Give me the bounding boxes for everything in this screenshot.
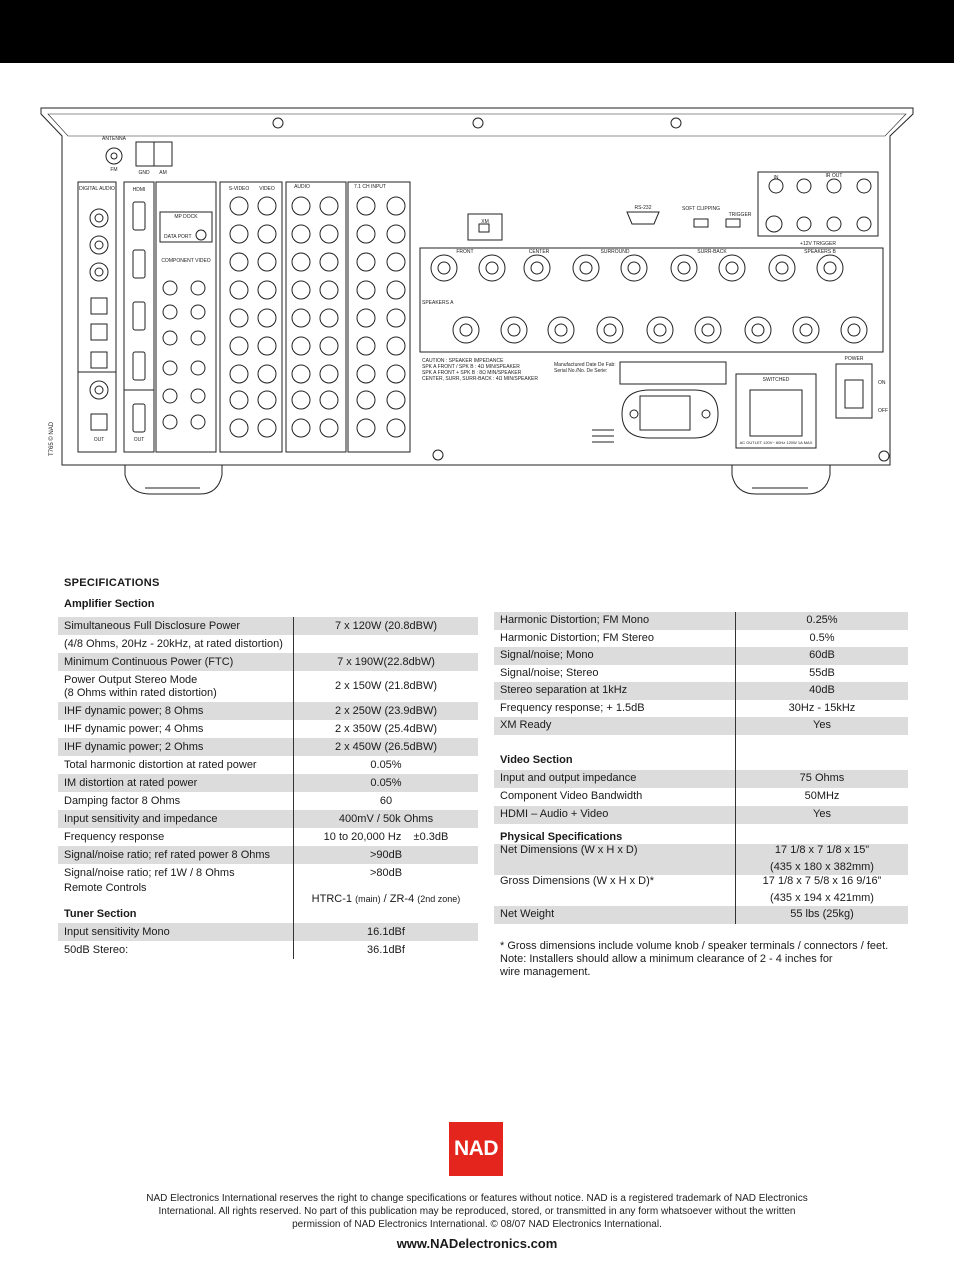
mp-dock-label: MP DOCK: [174, 214, 198, 220]
spec-label: Total harmonic distortion at rated power: [64, 758, 257, 771]
spec-row: [494, 875, 908, 906]
spec-value: 0.05%: [293, 756, 478, 774]
spec-value: 0.5%: [735, 630, 908, 648]
spec-label: Minimum Continuous Power (FTC): [64, 655, 234, 668]
spec-label: (4/8 Ohms, 20Hz - 20kHz, at rated distortion): [64, 637, 283, 650]
spec-label: Signal/noise; Stereo: [500, 666, 599, 679]
speakers-a-label: SPEAKERS A: [422, 300, 454, 306]
spec-value: [293, 635, 478, 653]
spec-row: [58, 738, 478, 756]
remote-controls-row: [58, 882, 478, 906]
tuner-heading-row: [58, 906, 478, 923]
spec-row: [494, 770, 908, 788]
ch-input-label: 7.1 CH INPUT: [354, 184, 386, 190]
spec-label: 50dB Stereo:: [64, 943, 129, 956]
spec-label: Frequency response: [64, 830, 165, 843]
tuner-rows-left: [58, 923, 478, 959]
spec-row: [494, 647, 908, 665]
physical-heading: Physical Specifications: [500, 830, 623, 843]
top-black-band: [0, 0, 954, 63]
spec-row: [58, 828, 478, 846]
spec-row: [494, 612, 908, 630]
spec-value: [735, 875, 908, 906]
side-code: T765 © NAD: [49, 421, 55, 456]
remote-main: HTRC-1: [311, 893, 353, 905]
remote-main-note: (main): [355, 894, 381, 904]
spec-value: 16.1dBf: [293, 923, 478, 941]
video-heading: Video Section: [500, 754, 573, 766]
clearance-note: Note: Installers should allow a minimum clearance of 2 - 4 inches for: [500, 952, 833, 965]
spec-value: 55dB: [735, 665, 908, 683]
caution-line-3: CENTER, SURR, SURR-BACK : 4Ω MIN/SPEAKER: [422, 376, 538, 382]
tuner-rows-right: [494, 612, 908, 735]
data-port-label: DATA PORT: [164, 234, 192, 240]
spec-label-line: (8 Ohms within rated distortion): [64, 686, 217, 699]
caution-label: CAUTION : SPEAKER IMPEDANCE: [422, 358, 504, 364]
hdmi-label: HDMI: [132, 187, 146, 193]
spec-label: Net Weight: [500, 908, 555, 920]
spec-row: [58, 617, 478, 635]
gross-dimensions-note: * Gross dimensions include volume knob / speaker terminals / connectors / feet.: [500, 939, 889, 952]
spec-value: Yes: [735, 806, 908, 824]
website-link[interactable]: www.NADelectronics.com: [396, 1236, 558, 1251]
power-label: POWER: [844, 356, 864, 362]
spec-value: 40dB: [735, 682, 908, 700]
spec-label: Input and output impedance: [500, 772, 637, 784]
spec-label: Signal/noise ratio; ref 1W / 8 Ohms: [64, 866, 235, 879]
remote-zone-note: (2nd zone): [417, 894, 461, 904]
spec-value: [293, 906, 478, 923]
spec-value: 30Hz - 15kHz: [735, 700, 908, 718]
spec-value: 7 x 120W (20.8dBW): [293, 617, 478, 635]
spec-label: IHF dynamic power; 8 Ohms: [64, 704, 204, 717]
spec-left-column: [58, 577, 478, 959]
spec-label: HDMI – Audio + Video: [500, 808, 609, 820]
ir-in-label: IN: [773, 175, 779, 181]
spec-row: [58, 923, 478, 941]
clearance-note-cont: wire management.: [500, 965, 591, 978]
spec-value: 2 x 350W (25.4dBW): [293, 720, 478, 738]
spec-value-line: (435 x 180 x 382mm): [770, 861, 874, 873]
spec-label: Input sensitivity Mono: [64, 925, 170, 938]
digital-out-label: OUT: [93, 437, 105, 443]
spec-row: [58, 702, 478, 720]
spec-row: [58, 635, 478, 653]
caution-line-2: SPK A FRONT + SPK B : 8Ω MIN/SPEAKER: [422, 370, 522, 376]
spec-value: [293, 882, 478, 906]
spec-row: [58, 792, 478, 810]
spec-label: Harmonic Distortion; FM Stereo: [500, 631, 655, 644]
spec-row: [494, 906, 908, 924]
center-label: CENTER: [528, 249, 550, 255]
spec-value: 10 to 20,000 Hz ±0.3dB: [293, 828, 478, 846]
spec-row: [58, 846, 478, 864]
surround-label: SURROUND: [600, 249, 630, 255]
caution-line-1: SPK A FRONT / SPK B : 4Ω MIN/SPEAKER: [422, 364, 520, 370]
footer-disclaimer: [120, 1192, 834, 1231]
spec-label: Net Dimensions (W x H x D): [500, 843, 638, 856]
spec-value: >90dB: [293, 846, 478, 864]
spec-right-column: [494, 612, 908, 979]
antenna-label: ANTENNA: [102, 136, 126, 142]
physical-rows: [494, 844, 908, 924]
spec-label: Harmonic Distortion; FM Mono: [500, 614, 650, 627]
spec-label: Signal/noise; Mono: [500, 649, 594, 662]
spec-label: IHF dynamic power; 4 Ohms: [64, 722, 204, 735]
component-video-label: COMPONENT VIDEO: [161, 258, 211, 264]
spec-row: [58, 720, 478, 738]
spec-label-line: Power Output Stereo Mode: [64, 673, 198, 686]
spec-label: Signal/noise ratio; ref rated power 8 Ohms: [64, 848, 271, 861]
trigger-12v-label: +12V TRIGGER: [800, 241, 836, 247]
spec-row: [58, 653, 478, 671]
specifications-title: SPECIFICATIONS: [64, 577, 160, 589]
rs232-label: RS-232: [634, 205, 652, 211]
spec-value-line: (435 x 194 x 421mm): [770, 892, 874, 904]
front-label: FRONT: [456, 249, 474, 255]
spec-label: Component Video Bandwidth: [500, 790, 643, 802]
footer-line-2: International. All rights reserved. No part of this publication may be reproduced, stored, or transmitted in any form whatsoever without the written: [158, 1206, 796, 1217]
spec-label: [58, 671, 293, 702]
physical-heading-row: [494, 824, 908, 844]
hdmi-out-label: OUT: [133, 437, 145, 443]
spec-row: [58, 941, 478, 959]
remote-separator: /: [380, 893, 390, 905]
spec-value: 2 x 150W (21.8dBW): [293, 671, 478, 702]
switched-label: SWITCHED: [762, 377, 790, 383]
spec-value: 75 Ohms: [735, 770, 908, 788]
spec-value: 7 x 190W(22.8dbW): [293, 653, 478, 671]
trigger-label: TRIGGER: [728, 212, 752, 218]
spec-row: [494, 844, 908, 875]
video-label: VIDEO: [259, 186, 275, 192]
spec-label: Simultaneous Full Disclosure Power: [64, 619, 241, 632]
power-on-label: ON: [878, 380, 886, 386]
spec-row: [58, 774, 478, 792]
spec-value: 2 x 450W (26.5dBW): [293, 738, 478, 756]
svideo-label: S-VIDEO: [228, 186, 250, 192]
spec-label: Gross Dimensions (W x H x D)*: [500, 874, 655, 887]
spec-value: 50MHz: [735, 788, 908, 806]
spec-value: >80dB: [293, 864, 478, 882]
surr-back-label: SURR-BACK: [697, 249, 727, 255]
soft-clipping-label: SOFT CLIPPING: [682, 206, 720, 212]
spec-row: [494, 665, 908, 683]
audio-label: AUDIO: [294, 184, 310, 190]
gnd-label: GND: [138, 170, 150, 176]
spec-label: Input sensitivity and impedance: [64, 812, 218, 825]
xm-label: XM: [481, 219, 489, 225]
fm-label: FM: [110, 167, 118, 173]
spec-row: [494, 788, 908, 806]
spec-label: IM distortion at rated power: [64, 776, 198, 789]
am-label: AM: [159, 170, 167, 176]
spec-value: 36.1dBf: [293, 941, 478, 959]
spec-label: Stereo separation at 1kHz: [500, 684, 628, 697]
power-off-label: OFF: [878, 408, 888, 414]
remote-zone: ZR-4: [389, 893, 415, 905]
spec-row: [494, 700, 908, 718]
spec-value: 0.05%: [293, 774, 478, 792]
spec-value: 0.25%: [735, 612, 908, 630]
ac-outlet-label: AC OUTLET 120V~ 60Hz 120W 1A MAX: [739, 440, 813, 445]
spec-label: Frequency response; + 1.5dB: [500, 701, 645, 714]
amplifier-rows: [58, 617, 478, 882]
spec-value: Yes: [735, 717, 908, 735]
rear-panel-diagram: [40, 100, 914, 500]
spec-label: Damping factor 8 Ohms: [64, 794, 181, 807]
speakers-b-label: SPEAKERS B: [804, 249, 836, 255]
spec-row: [494, 806, 908, 824]
video-heading-row: [494, 752, 908, 770]
manufactured-label: Manufactured Date De Fab:: [554, 362, 616, 368]
spec-value: [735, 844, 908, 875]
spec-value: 60dB: [735, 647, 908, 665]
spec-value: 55 lbs (25kg): [735, 906, 908, 924]
spec-label: Remote Controls: [64, 882, 147, 894]
spec-row: [58, 756, 478, 774]
spec-row: [58, 864, 478, 882]
spec-value: 2 x 250W (23.9dBW): [293, 702, 478, 720]
spec-value-line: 17 1/8 x 7 1/8 x 15”: [774, 844, 870, 856]
spec-row: [494, 682, 908, 700]
nad-logo: NAD: [449, 1122, 503, 1176]
tuner-heading: Tuner Section: [64, 908, 137, 920]
serial-label: Serial No./No. De Serie:: [554, 368, 608, 374]
spec-row: [58, 810, 478, 828]
spec-value: 400mV / 50k Ohms: [293, 810, 478, 828]
spec-row: [58, 671, 478, 702]
footer-line-3: permission of NAD Electronics International. © 08/07 NAD Electronics International.: [292, 1219, 662, 1230]
spacer-row: [494, 735, 908, 752]
ir-out-label: IR OUT: [825, 173, 843, 179]
amplifier-heading: Amplifier Section: [64, 598, 155, 610]
video-rows: [494, 770, 908, 824]
footer-line-1: NAD Electronics International reserves the right to change specifications or features without notice. NAD is a registered trademark of NAD Electronics: [146, 1193, 808, 1204]
digital-audio-label: DIGITAL AUDIO: [79, 186, 115, 192]
spec-value: 60: [293, 792, 478, 810]
spec-row: [494, 717, 908, 735]
spec-label: XM Ready: [500, 719, 552, 732]
spec-row: [494, 630, 908, 648]
spec-value-line: 17 1/8 x 7 5/8 x 16 9/16”: [762, 875, 882, 887]
spec-label: IHF dynamic power; 2 Ohms: [64, 740, 204, 753]
